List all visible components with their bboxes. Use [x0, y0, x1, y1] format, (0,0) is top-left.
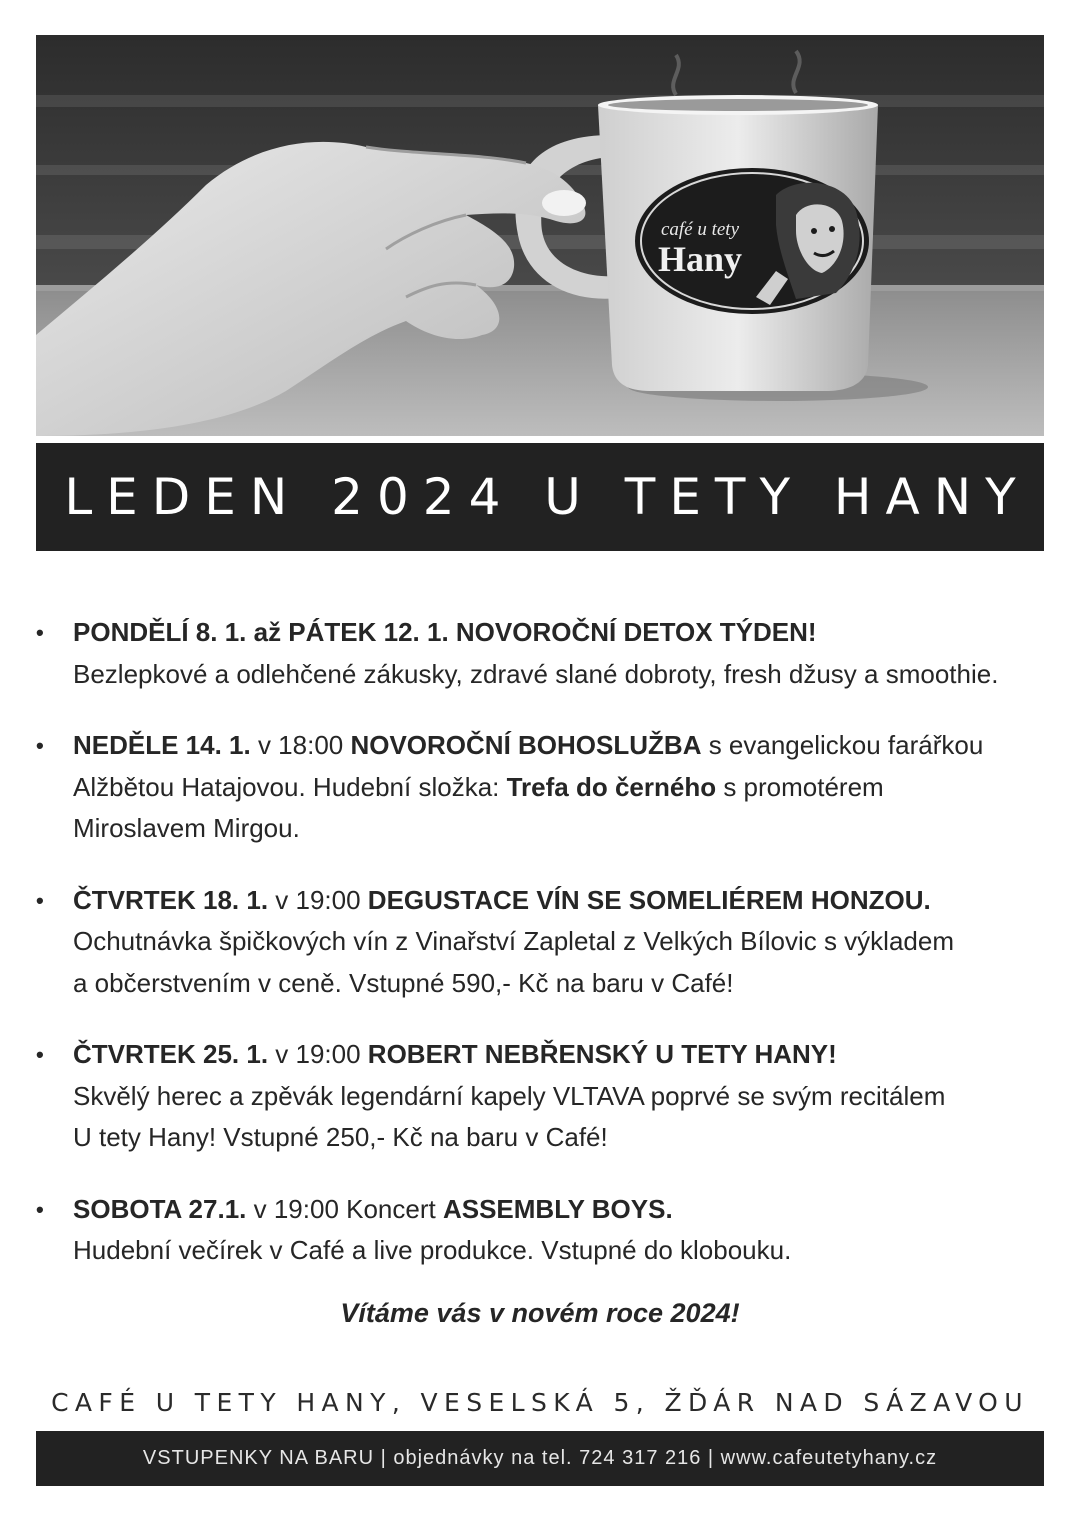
event-highlight: NEDĚLE 14. 1. — [73, 730, 251, 760]
mug-photo-illustration — [36, 35, 1044, 436]
event-highlight: ČTVRTEK 18. 1. — [73, 884, 269, 915]
event-item — [36, 880, 1046, 1005]
footer-contact-text: VSTUPENKY NA BARU | objednávky na tel. 724 317 216 | www.cafeutetyhany.cz — [142, 1447, 938, 1469]
cafe-address: CAFÉ U TETY HANY, VESELSKÁ 5, ŽĎÁR NAD SÁZAVOU — [51, 1388, 1029, 1417]
event-text: s evangelickou farářkou — [701, 730, 984, 760]
event-text: s promotérem — [716, 771, 884, 802]
hero-photo — [36, 35, 1044, 436]
event-text: Skvělý herec a zpěvák legendární kapely VLTAVA poprvé se svým recitálem — [73, 1080, 946, 1111]
mug-logo-line2: Hany — [657, 239, 743, 279]
event-text: v 19:00 — [268, 884, 368, 915]
bullet-icon: • — [36, 1196, 44, 1222]
event-text: a občerstvením v ceně. Vstupné 590,- Kč na baru v Café! — [73, 967, 734, 998]
event-text: Hudební večírek v Café a live produkce. Vstupné do klobouku. — [73, 1235, 792, 1265]
event-highlight: ROBERT NEBŘENSKÝ U TETY HANY! — [367, 1039, 837, 1069]
event-highlight: DEGUSTACE VÍN SE SOMELIÉREM HONZOU. — [367, 884, 931, 915]
event-text: v 19:00 Koncert — [246, 1193, 443, 1224]
event-highlight: SOBOTA 27.1. — [73, 1193, 247, 1224]
footer-banner — [36, 1431, 1044, 1486]
event-text: v 19:00 — [268, 1039, 368, 1069]
welcome-message: Vítáme vás v novém roce 2024! — [340, 1298, 740, 1328]
events-list — [36, 612, 1046, 1302]
event-highlight: PONDĚLÍ 8. 1. až PÁTEK 12. 1. NOVOROČNÍ DETOX TÝDEN! — [73, 617, 817, 647]
event-highlight: ASSEMBLY BOYS. — [442, 1193, 673, 1224]
event-highlight: NOVOROČNÍ BOHOSLUŽBA — [350, 730, 702, 760]
event-item — [36, 1034, 1046, 1159]
event-item — [36, 725, 1046, 850]
event-highlight: ČTVRTEK 25. 1. — [73, 1039, 269, 1069]
event-item — [36, 612, 1046, 695]
bullet-icon: • — [36, 620, 44, 645]
event-text: Alžbětou Hatajovou. Hudební složka: — [73, 771, 507, 802]
event-text: v 18:00 — [250, 730, 351, 760]
event-text: Ochutnávka špičkových vín z Vinařství Zapletal z Velkých Bílovic s výkladem — [73, 926, 954, 956]
event-item — [36, 1189, 1046, 1272]
bullet-icon: • — [36, 887, 44, 913]
event-text: Bezlepkové a odlehčené zákusky, zdravé slané dobroty, fresh džusy a smoothie. — [73, 658, 999, 689]
event-highlight: Trefa do černého — [506, 771, 717, 802]
mug-logo-line1: café u tety — [660, 219, 740, 240]
bullet-icon: • — [36, 1042, 44, 1067]
title-banner — [36, 443, 1044, 551]
bullet-icon: • — [36, 733, 44, 758]
page-title: LEDEN 2024 U TETY HANY — [64, 468, 1030, 526]
event-text: Miroslavem Mirgou. — [73, 813, 300, 843]
event-text: U tety Hany! Vstupné 250,- Kč na baru v Café! — [73, 1122, 608, 1152]
